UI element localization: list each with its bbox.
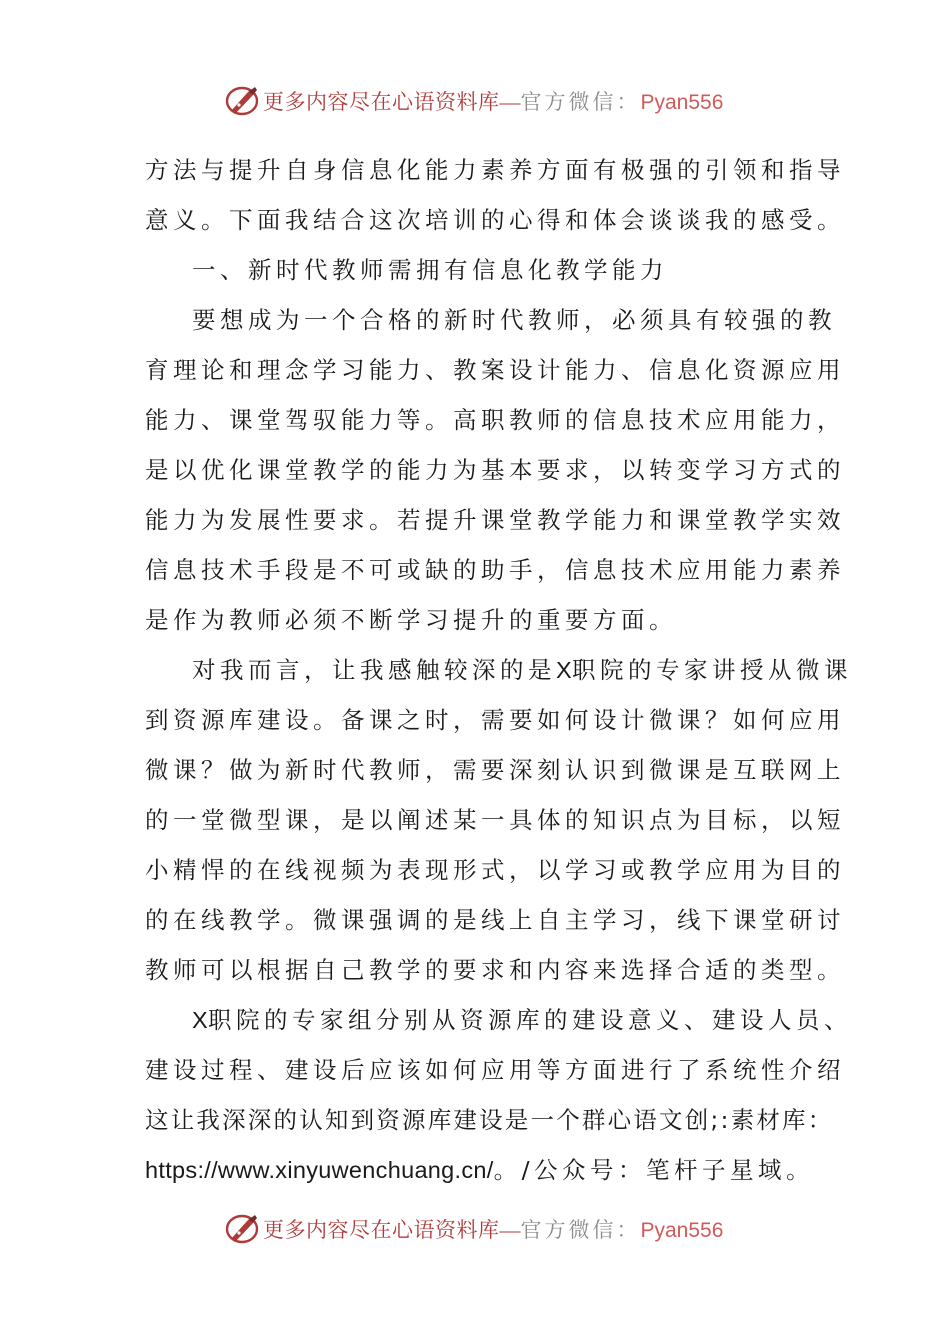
banner-wechat-id: Pyan556 [640, 1219, 724, 1242]
text-line: 育理论和理念学习能力、教案设计能力、信息化资源应用 [145, 356, 845, 384]
header-banner [0, 82, 950, 122]
text-line: 方法与提升自身信息化能力素养方面有极强的引领和指导 [145, 156, 845, 184]
footer-banner-text [263, 1216, 723, 1245]
text-line: 的在线教学。微课强调的是线上自主学习，线下课堂研讨 [145, 906, 845, 934]
text-span: 职院的专家组分别从资源库的建设意义、建设人员、 [207, 1006, 852, 1034]
text-line: 能力、课堂驾驭能力等。高职教师的信息技术应用能力， [145, 406, 845, 434]
pen-nib-logo-icon [224, 84, 260, 118]
text-line: 是以优化课堂教学的能力为基本要求，以转变学习方式的 [145, 456, 845, 484]
text-line: 建设过程、建设后应该如何应用等方面进行了系统性介绍 [145, 1056, 845, 1084]
text-line: 小精悍的在线视频为表现形式，以学习或教学应用为目的 [145, 856, 845, 884]
text-span: 对我而言，让我感触较深的是 [192, 656, 556, 684]
text-line: 能力为发展性要求。若提升课堂教学能力和课堂教学实效 [145, 506, 845, 534]
banner-dash: — [499, 90, 521, 114]
text-line: 到资源库建设。备课之时，需要如何设计微课？如何应用 [145, 706, 845, 734]
text-line: 微课？做为新时代教师，需要深刻认识到微课是互联网上 [145, 756, 845, 784]
website-link[interactable]: https://www.xinyuwenchuang.cn/ [145, 1157, 494, 1183]
document-body [145, 145, 852, 1195]
text-line: 要想成为一个合格的新时代教师，必须具有较强的教 [192, 306, 836, 334]
pen-nib-logo-icon [224, 1212, 260, 1246]
banner-wechat-id: Pyan556 [640, 91, 724, 114]
text-line: 这让我深深的认知到资源库建设是一个群心语文创;:素材库： [145, 1106, 834, 1134]
text-line: 意义。下面我结合这次培训的心得和体会谈谈我的感受。 [145, 206, 845, 234]
banner-wechat-label: 官方微信： [520, 1218, 641, 1242]
banner-title: 更多内容尽在心语资料库 [263, 90, 500, 114]
banner-dash: — [499, 1218, 521, 1242]
text-line [145, 1145, 815, 1195]
text-span: X [192, 1007, 208, 1033]
text-span: 。/公众号：笔杆子星域。 [493, 1156, 815, 1184]
text-line: 信息技术手段是不可或缺的助手，信息技术应用能力素养 [145, 556, 845, 584]
text-span: X [556, 657, 572, 683]
text-line [145, 995, 852, 1045]
text-line: 教师可以根据自己教学的要求和内容来选择合适的类型。 [145, 956, 845, 984]
footer-banner [0, 1210, 950, 1250]
header-banner-text [263, 88, 723, 117]
text-line: 是作为教师必须不断学习提升的重要方面。 [145, 606, 677, 634]
section-heading: 一、新时代教师需拥有信息化教学能力 [192, 256, 668, 284]
banner-title: 更多内容尽在心语资料库 [263, 1218, 500, 1242]
text-line: 的一堂微型课，是以阐述某一具体的知识点为目标，以短 [145, 806, 845, 834]
text-line [145, 645, 852, 695]
banner-wechat-label: 官方微信： [520, 90, 641, 114]
text-span: 职院的专家讲授从微课 [571, 656, 852, 684]
